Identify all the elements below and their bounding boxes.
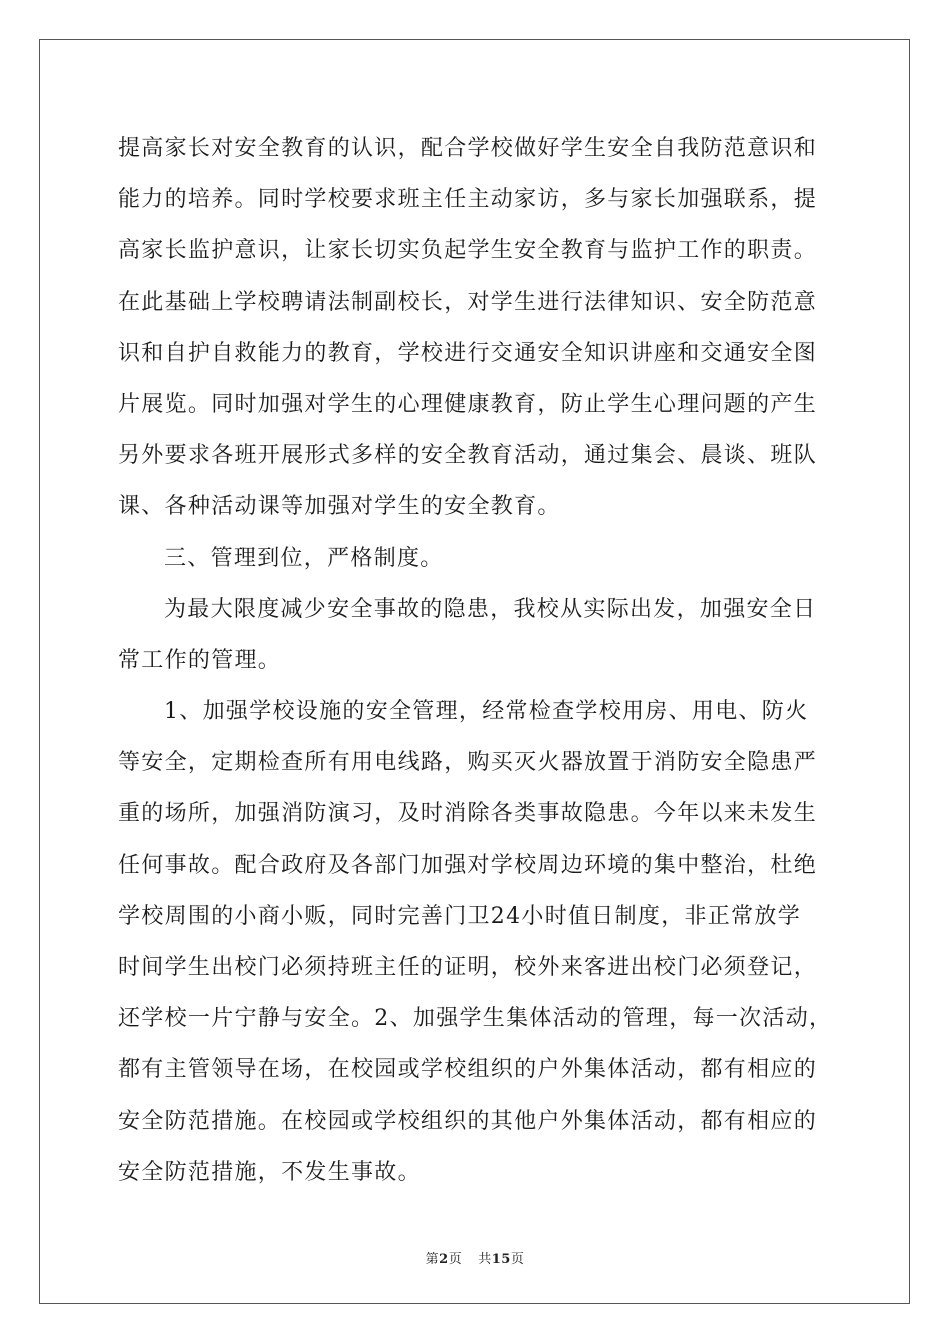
text-line: 安全防范措施，不发生事故。	[118, 1159, 421, 1185]
text-line: 常工作的管理。	[118, 647, 282, 673]
text-line: 还学校一片宁静与安全。2、加强学生集体活动的管理，每一次活动，	[118, 1006, 833, 1032]
text-line: 能力的培养。同时学校要求班主任主动家访，多与家长加强联系，提	[118, 187, 818, 213]
text-line: 片展览。同时加强对学生的心理健康教育，防止学生心理问题的产生	[118, 391, 818, 417]
text-line: 等安全，定期检查所有用电线路，购买灭火器放置于消防安全隐患严	[118, 750, 818, 776]
text-line: 为最大限度减少安全事故的隐患，我校从实际出发，加强安全日	[164, 596, 817, 622]
footer-prefix: 第	[425, 1252, 440, 1267]
text-line: 另外要求各班开展形式多样的安全教育活动，通过集会、晨谈、班队	[118, 443, 818, 469]
text-line: 重的场所，加强消防演习，及时消除各类事故隐患。今年以来未发生	[118, 801, 818, 827]
footer-page-suffix: 页	[448, 1252, 463, 1267]
footer-total-prefix: 共	[478, 1252, 492, 1267]
footer-total-pages: 15	[491, 1252, 511, 1267]
footer-total-suffix: 页	[510, 1252, 525, 1267]
text-line: 安全防范措施。在校园或学校组织的其他户外集体活动，都有相应的	[118, 1108, 818, 1134]
text-line: 学校周围的小商小贩，同时完善门卫24小时值日制度，非正常放学	[118, 903, 801, 929]
text-line: 都有主管领导在场，在校园或学校组织的户外集体活动，都有相应的	[118, 1057, 818, 1083]
text-line: 1、加强学校设施的安全管理，经常检查学校用房、用电、防火	[164, 699, 809, 725]
text-line: 提高家长对安全教育的认识，配合学校做好学生安全自我防范意识和	[118, 136, 818, 161]
text-line: 课、各种活动课等加强对学生的安全教育。	[118, 494, 561, 520]
text-line: 高家长监护意识，让家长切实负起学生安全教育与监护工作的职责。	[118, 238, 818, 264]
document-body	[118, 123, 838, 1198]
text-line: 识和自护自救能力的教育，学校进行交通安全知识讲座和交通安全图	[118, 340, 818, 366]
section-heading: 三、管理到位，严格制度。	[164, 545, 444, 571]
footer-page-number: 2	[439, 1252, 449, 1267]
text-line: 时间学生出校门必须持班主任的证明，校外来客进出校门必须登记，	[118, 955, 818, 980]
page-footer	[0, 1248, 950, 1267]
text-line: 在此基础上学校聘请法制副校长，对学生进行法律知识、安全防范意	[118, 289, 818, 315]
text-line: 任何事故。配合政府及各部门加强对学校周边环境的集中整治，杜绝	[118, 852, 818, 878]
